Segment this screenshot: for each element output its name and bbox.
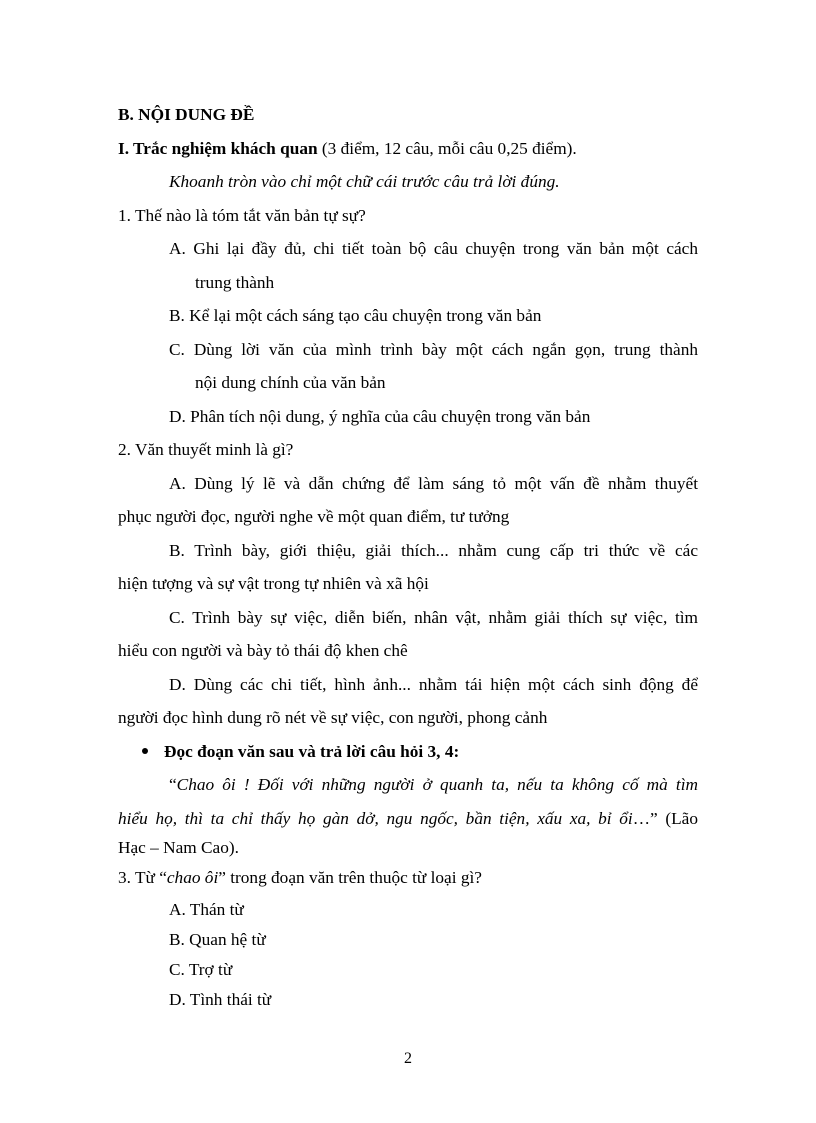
q2-option-c-line2: hiểu con người và bày tỏ thái độ khen chê (118, 641, 408, 660)
quote-line2-text: hiểu họ, thì ta chỉ thấy họ gàn dở, ngu ngốc, bần tiện, xấu xa, bỉ ổi (118, 808, 633, 828)
q1-option-a-line2: trung thành (195, 272, 275, 292)
q2-option-b-line1: B. Trình bày, giới thiệu, giải thích... nhằm cung cấp tri thức về các (169, 540, 698, 560)
part1-title: I. Trắc nghiệm khách quan (118, 138, 318, 158)
q2-option-b-line2: hiện tượng và sự vật trong tự nhiên và xã hội (118, 574, 429, 593)
q1-question: 1. Thế nào là tóm tắt văn bản tự sự? (118, 205, 366, 225)
section-title: B. NỘI DUNG ĐỀ (118, 105, 255, 124)
quote-line2-tail: …” (Lão (632, 808, 698, 828)
reading-heading-text: Đọc đoạn văn sau và trả lời câu hỏi 3, 4: (164, 741, 460, 761)
q1-option-a-line1: A. Ghi lại đầy đủ, chi tiết toàn bộ câu chuyện trong văn bản một cách (169, 239, 698, 258)
quote-open-mark: “ (169, 775, 177, 794)
part1-note: (3 điểm, 12 câu, mỗi câu 0,25 điểm). (317, 138, 577, 158)
reading-heading (118, 735, 698, 769)
q1-option-c-line2: nội dung chính của văn bản (195, 373, 386, 392)
q2-question: 2. Văn thuyết minh là gì? (118, 440, 294, 459)
quote-line1-text: Chao ôi ! Đối với những người ở quanh ta, nếu ta không cố mà tìm (176, 775, 698, 794)
q3-option-a: A. Thán từ (169, 900, 244, 919)
q3-suffix: ” trong đoạn văn trên thuộc từ loại gì? (218, 868, 482, 887)
page-number: 2 (404, 1050, 412, 1067)
q3-term: chao ôi (166, 868, 219, 887)
q1-option-b: B. Kể lại một cách sáng tạo câu chuyện trong văn bản (169, 306, 542, 325)
part1-heading (118, 132, 698, 166)
q1-option-c-line1: C. Dùng lời văn của mình trình bày một cách ngắn gọn, trung thành (169, 339, 698, 359)
reading-quote-line1 (118, 768, 698, 802)
q3-question (118, 861, 698, 895)
q2-option-d-line2: người đọc hình dung rõ nét về sự việc, con người, phong cảnh (118, 708, 548, 727)
reading-quote-line2 (118, 802, 698, 836)
q3-option-c: C. Trợ từ (169, 960, 233, 979)
bullet-icon (142, 748, 148, 754)
q2-option-d-line1: D. Dùng các chi tiết, hình ảnh... nhằm tái hiện một cách sinh động để (169, 674, 698, 694)
q1-option-d: D. Phân tích nội dung, ý nghĩa của câu chuyện trong văn bản (169, 406, 591, 426)
q2-option-c-line1: C. Trình bày sự việc, diễn biến, nhân vật, nhằm giải thích sự việc, tìm (169, 607, 698, 627)
part1-instruction: Khoanh tròn vào chỉ một chữ cái trước câu trả lời đúng. (169, 172, 560, 191)
q2-option-a-line1: A. Dùng lý lẽ và dẫn chứng để làm sáng tỏ một vấn đề nhằm thuyết (169, 473, 698, 493)
q3-prefix: 3. Từ “ (118, 868, 167, 887)
q3-option-d: D. Tình thái từ (169, 990, 272, 1009)
q2-option-a-line2: phục người đọc, người nghe về một quan điểm, tư tưởng (118, 507, 510, 526)
reading-source: Hạc – Nam Cao). (118, 838, 239, 857)
q3-option-b: B. Quan hệ từ (169, 930, 266, 949)
document-page (118, 98, 698, 1015)
